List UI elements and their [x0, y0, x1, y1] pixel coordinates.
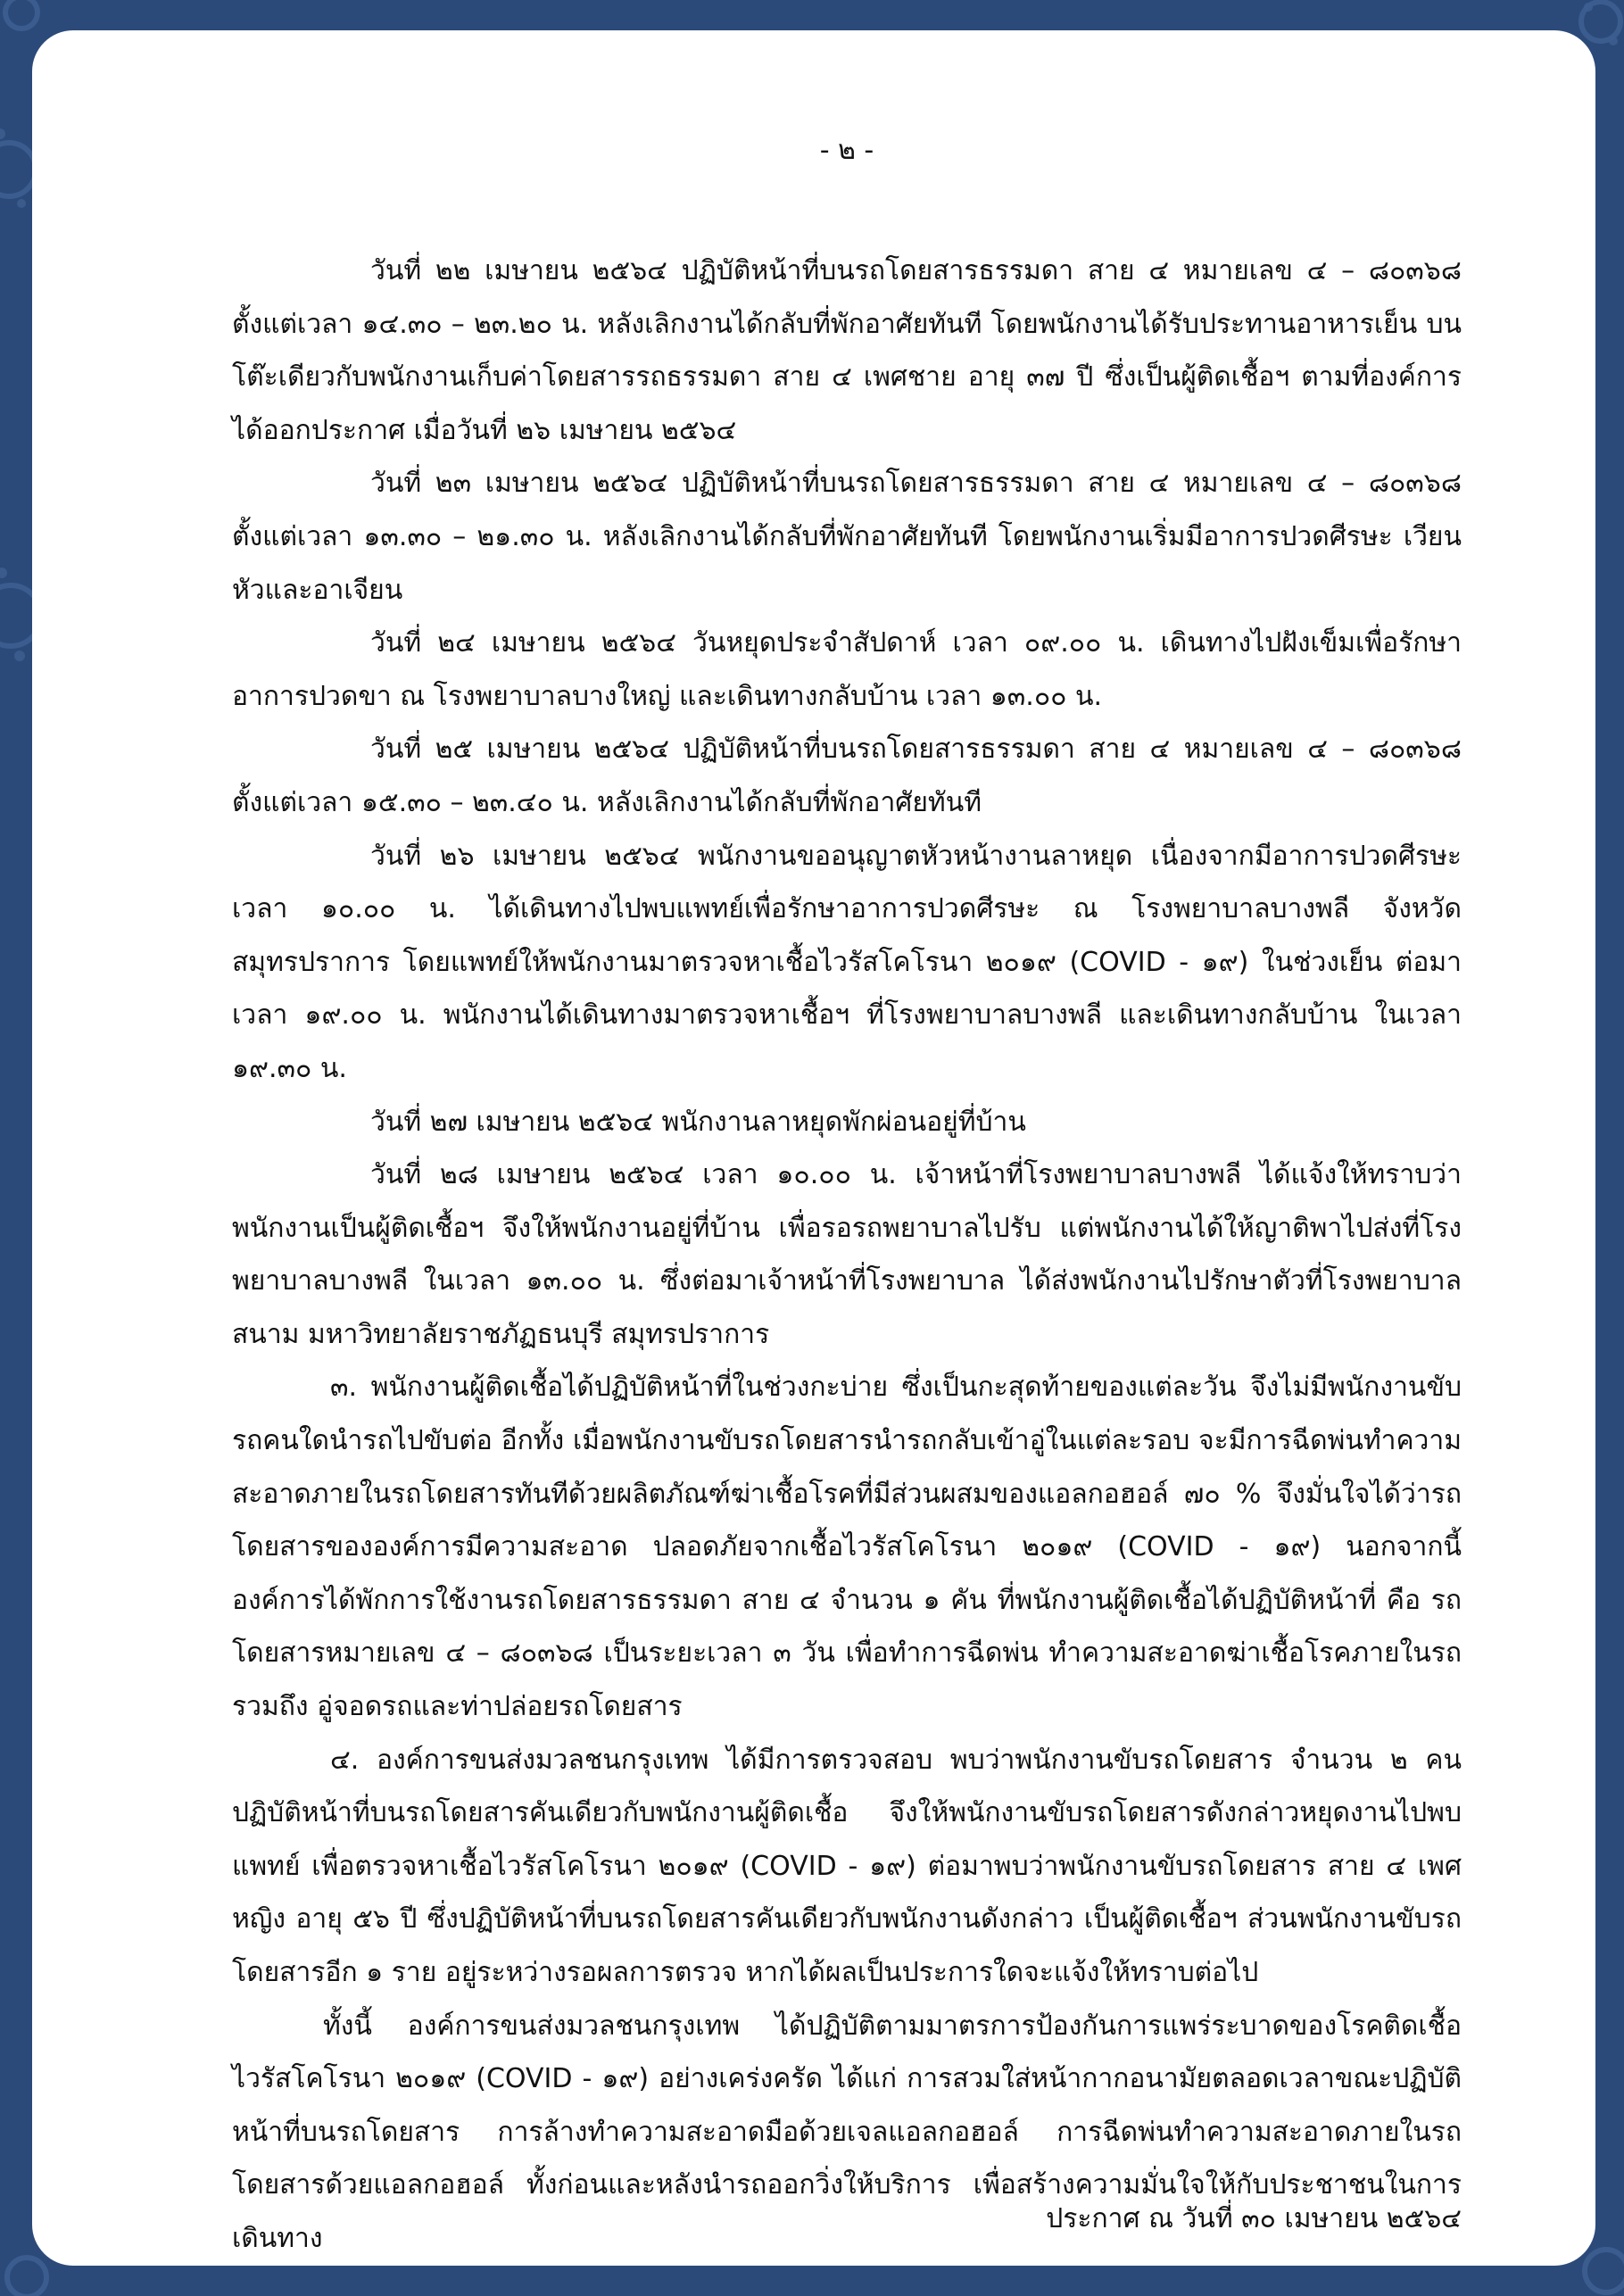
paragraph-april-28: วันที่ ๒๘ เมษายน ๒๕๖๔ เวลา ๑๐.๐๐ น. เจ้าหน้าที่โรงพยาบาลบางพลี ได้แจ้งให้ทราบว่า พนักงานเป็นผู้ติดเชื้อฯ จึงให้พนักงานอยู่ที่บ้าน เพื่อรอรถพยาบาลไปรับ แต่พนักงานได้ให้ญาติพาไปส่งที่โรงพยาบาลบางพลี ในเวลา ๑๓.๐๐ น. ซึ่งต่อมาเจ้าหน้าที่โรงพยาบาล ได้ส่งพนักงานไปรักษาตัวที่โรงพยาบาลสนาม มหาวิทยาลัยราชภัฏธนบุรี สมุทรปราการ — [232, 1159, 1462, 1350]
paragraph-april-27: วันที่ ๒๗ เมษายน ๒๕๖๔ พนักงานลาหยุดพักผ่อนอยู่ที่บ้าน — [370, 1106, 1026, 1138]
document-body — [232, 245, 1462, 2266]
paragraph-item-3: ๓. พนักงานผู้ติดเชื้อได้ปฏิบัติหน้าที่ในช่วงกะบ่าย ซึ่งเป็นกะสุดท้ายของแต่ละวัน จึงไม่มีพนักงานขับรถคนใดนำรถไปขับต่อ อีกทั้ง เมื่อพนักงานขับรถโดยสารนำรถกลับเข้าอู่ในแต่ละรอบ จะมีการฉีดพ่นทำความสะอาดภายในรถโดยสารทันทีด้วยผลิตภัณฑ์ฆ่าเชื้อโรคที่มีส่วนผสมของแอลกอฮอล์ ๗๐ % จึงมั่นใจได้ว่ารถโดยสารขององค์การมีความสะอาด ปลอดภัยจากเชื้อไวรัสโคโรนา ๒๐๑๙ (COVID - ๑๙) นอกจากนี้ องค์การได้พักการใช้งานรถโดยสารธรรมดา สาย ๔ จำนวน ๑ คัน ที่พนักงานผู้ติดเชื้อได้ปฏิบัติหน้าที่ คือ รถโดยสารหมายเลข ๔ – ๘๐๓๖๘ เป็นระยะเวลา ๓ วัน เพื่อทำการฉีดพ่น ทำความสะอาดฆ่าเชื้อโรคภายในรถ รวมถึง อู่จอดรถและท่าปล่อยรถโดยสาร — [232, 1372, 1462, 1723]
paragraph-item-4: ๔. องค์การขนส่งมวลชนกรุงเทพ ได้มีการตรวจสอบ พบว่าพนักงานขับรถโดยสาร จำนวน ๒ คน ปฏิบัติหน้าที่บนรถโดยสารคันเดียวกับพนักงานผู้ติดเชื้อ จึงให้พนักงานขับรถโดยสารดังกล่าวหยุดงานไปพบแพทย์ เพื่อตรวจหาเชื้อไวรัสโคโรนา ๒๐๑๙ (COVID - ๑๙) ต่อมาพบว่าพนักงานขับรถโดยสาร สาย ๔ เพศหญิง อายุ ๕๖ ปี ซึ่งปฏิบัติหน้าที่บนรถโดยสารคันเดียวกับพนักงานดังกล่าว เป็นผู้ติดเชื้อฯ ส่วนพนักงานขับรถโดยสารอีก ๑ ราย อยู่ระหว่างรอผลการตรวจ หากได้ผลเป็นประการใดจะแจ้งให้ทราบต่อไป — [232, 1744, 1462, 1988]
paragraph-april-23: วันที่ ๒๓ เมษายน ๒๕๖๔ ปฏิบัติหน้าที่บนรถโดยสารธรรมดา สาย ๔ หมายเลข ๔ – ๘๐๓๖๘ ตั้งแต่เวลา ๑๓.๓๐ – ๒๑.๓๐ น. หลังเลิกงานได้กลับที่พักอาศัยทันที โดยพนักงานเริ่มมีอาการปวดศีรษะ เวียนหัวและอาเจียน — [232, 468, 1462, 606]
page-number: - ๒ - — [819, 135, 874, 166]
paragraph-april-24: วันที่ ๒๔ เมษายน ๒๕๖๔ วันหยุดประจำสัปดาห์ เวลา ๐๙.๐๐ น. เดินทางไปฝังเข็มเพื่อรักษาอาการปวดขา ณ โรงพยาบาลบางใหญ่ และเดินทางกลับบ้าน เวลา ๑๓.๐๐ น. — [232, 627, 1462, 712]
document-page — [32, 30, 1595, 2266]
paragraph-april-26: วันที่ ๒๖ เมษายน ๒๕๖๔ พนักงานขออนุญาตหัวหน้างานลาหยุด เนื่องจากมีอาการปวดศีรษะ เวลา ๑๐.๐๐ น. ได้เดินทางไปพบแพทย์เพื่อรักษาอาการปวดศีรษะ ณ โรงพยาบาลบางพลี จังหวัดสมุทรปราการ โดยแพทย์ให้พนักงานมาตรวจหาเชื้อไวรัสโคโรนา ๒๐๑๙ (COVID - ๑๙) ในช่วงเย็น ต่อมาเวลา ๑๙.๐๐ น. พนักงานได้เดินทางมาตรวจหาเชื้อฯ ที่โรงพยาบาลบางพลี และเดินทางกลับบ้าน ในเวลา ๑๙.๓๐ น. — [232, 840, 1462, 1084]
announcement-date: ประกาศ ณ วันที่ ๓๐ เมษายน ๒๕๖๔ — [1046, 2203, 1462, 2234]
paragraph-april-22: วันที่ ๒๒ เมษายน ๒๕๖๔ ปฏิบัติหน้าที่บนรถโดยสารธรรมดา สาย ๔ หมายเลข ๔ – ๘๐๓๖๘ ตั้งแต่เวลา ๑๔.๓๐ – ๒๓.๒๐ น. หลังเลิกงานได้กลับที่พักอาศัยทันที โดยพนักงานได้รับประทานอาหารเย็น บนโต๊ะเดียวกับพนักงานเก็บค่าโดยสารรถธรรมดา สาย ๔ เพศชาย อายุ ๓๗ ปี ซึ่งเป็นผู้ติดเชื้อฯ ตามที่องค์การได้ออกประกาศ เมื่อวันที่ ๒๖ เมษายน ๒๕๖๔ — [232, 255, 1462, 446]
paragraph-april-25: วันที่ ๒๕ เมษายน ๒๕๖๔ ปฏิบัติหน้าที่บนรถโดยสารธรรมดา สาย ๔ หมายเลข ๔ – ๘๐๓๖๘ ตั้งแต่เวลา ๑๕.๓๐ – ๒๓.๔๐ น. หลังเลิกงานได้กลับที่พักอาศัยทันที — [232, 734, 1462, 818]
paragraph-measures: ทั้งนี้ องค์การขนส่งมวลชนกรุงเทพ ได้ปฏิบัติตามมาตรการป้องกันการแพร่ระบาดของโรคติดเชื้อไวรัสโคโรนา ๒๐๑๙ (COVID - ๑๙) อย่างเคร่งครัด ได้แก่ การสวมใส่หน้ากากอนามัยตลอดเวลาขณะปฏิบัติหน้าที่บนรถโดยสาร การล้างทำความสะอาดมือด้วยเจลแอลกอฮอล์ การฉีดพ่นทำความสะอาดภายในรถโดยสารด้วยแอลกอฮอล์ ทั้งก่อนและหลังนำรถออกวิ่งให้บริการ เพื่อสร้างความมั่นใจให้กับประชาชนในการเดินทาง — [232, 2010, 1462, 2254]
